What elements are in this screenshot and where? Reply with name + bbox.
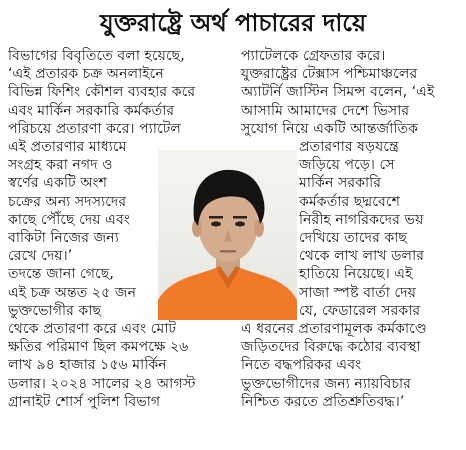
text-line: নিতে বদ্ধপরিকর এবং <box>241 357 362 374</box>
text-line: বিভাগের বিবৃতিতে বলা হয়েছে, <box>8 48 185 64</box>
person-illustration <box>158 150 297 320</box>
text-line: ভুক্তভোগীর কাছ <box>8 302 102 319</box>
text-line: স্বর্ণের একটি অংশ <box>8 175 108 192</box>
text-line: জড়িতদের বিরুদ্ধে কঠোর ব্যবস্থা <box>241 339 421 356</box>
text-line: ভুক্তভোগীদের জন্য ন্যায়বিচার <box>241 375 411 392</box>
text-line: নিশ্চিত করতে প্রতিশ্রুতিবদ্ধ।’ <box>241 393 405 410</box>
left-beside-photo <box>8 138 158 320</box>
text-line: কর্মকর্তার ছদ্মবেশে <box>299 193 400 210</box>
text-line: গ্রানাইট শোর্স পুলিশ বিভাগ <box>8 393 161 410</box>
text-line: বিভিন্ন ফিশিং কৌশল ব্যবহার করে <box>8 84 196 101</box>
text-line: চক্রের অন্য সদস্যদের <box>8 193 127 210</box>
text-line: সংগ্রহ করা নগদ ও <box>8 157 113 174</box>
left-bottom <box>8 320 231 411</box>
text-line: মার্কিন সরকারি <box>299 175 382 192</box>
text-line: জড়িয়ে পড়ে। সে <box>299 157 395 174</box>
text-line: সুযোগ নিয়ে একটি আন্তর্জাতিক <box>241 120 419 137</box>
headline: যুক্তরাষ্ট্রে অর্থ পাচারের দায়ে <box>99 9 367 37</box>
text-line: নিরীহ নাগরিকদের ভয় <box>299 211 424 228</box>
left-top <box>8 47 231 138</box>
text-line: যুক্তরাষ্ট্রের টেক্সাস পশ্চিমাঞ্চলের <box>241 66 418 83</box>
text-line: এই প্রতারণার মাধ্যমে <box>8 139 127 156</box>
text-line: যে, ফেডারেল সরকার <box>299 302 421 319</box>
text-line: ‘এই প্রতারক চক্র অনলাইনে <box>8 66 164 83</box>
text-line: রেখে দেয়।’ <box>8 248 73 265</box>
text-line: প্রতারণার ষড়যন্ত্রে <box>299 139 399 156</box>
text-line: প্যাটেলকে গ্রেফতার করে। <box>241 48 386 64</box>
text-line: থেকে প্রতারণা করে এবং মোট <box>8 321 177 338</box>
text-line: আসামি আমাদের দেশে ভিসার <box>241 102 410 119</box>
text-line: পরিচয়ে প্রতারণা করে। প্যাটেল <box>8 120 181 137</box>
text-line: তদন্তে জানা গেছে, <box>8 266 114 283</box>
text-line: এ ধরনের প্রতারণামূলক কর্মকাণ্ডে <box>241 321 427 338</box>
text-line: লাখ ৯৪ হাজার ১৫৬ মার্কিন <box>8 357 167 374</box>
text-line: এই চক্র অন্তত ২৫ জন <box>8 284 137 301</box>
text-line: এবং মার্কিন সরকারি কর্মকর্তার <box>8 102 175 119</box>
right-top <box>241 47 458 138</box>
text-line: ডলার। ২০২৪ সালের ২৪ আগস্ট <box>8 375 196 392</box>
text-line: সাজা স্পষ্ট বার্তা দেয় <box>299 284 416 301</box>
portrait-photo <box>158 150 297 320</box>
text-line: ক্ষতির পরিমাণ ছিল কমপক্ষে ২৬ <box>8 339 189 356</box>
text-line: বাকিটা নিজের জন্য <box>8 230 119 247</box>
text-line: থেকে লাখ লাখ ডলার <box>299 248 425 265</box>
text-line: অ্যাটর্নি জাস্টিন সিমন্স বলেন, ‘এই <box>241 84 435 101</box>
right-bottom <box>241 320 458 411</box>
text-line: কাছে পৌঁছে দেয় এবং <box>8 211 130 228</box>
text-line: দেখিয়ে তাদের কাছ <box>299 230 408 247</box>
text-line: হাতিয়ে নিয়েছে। এই <box>299 266 413 283</box>
